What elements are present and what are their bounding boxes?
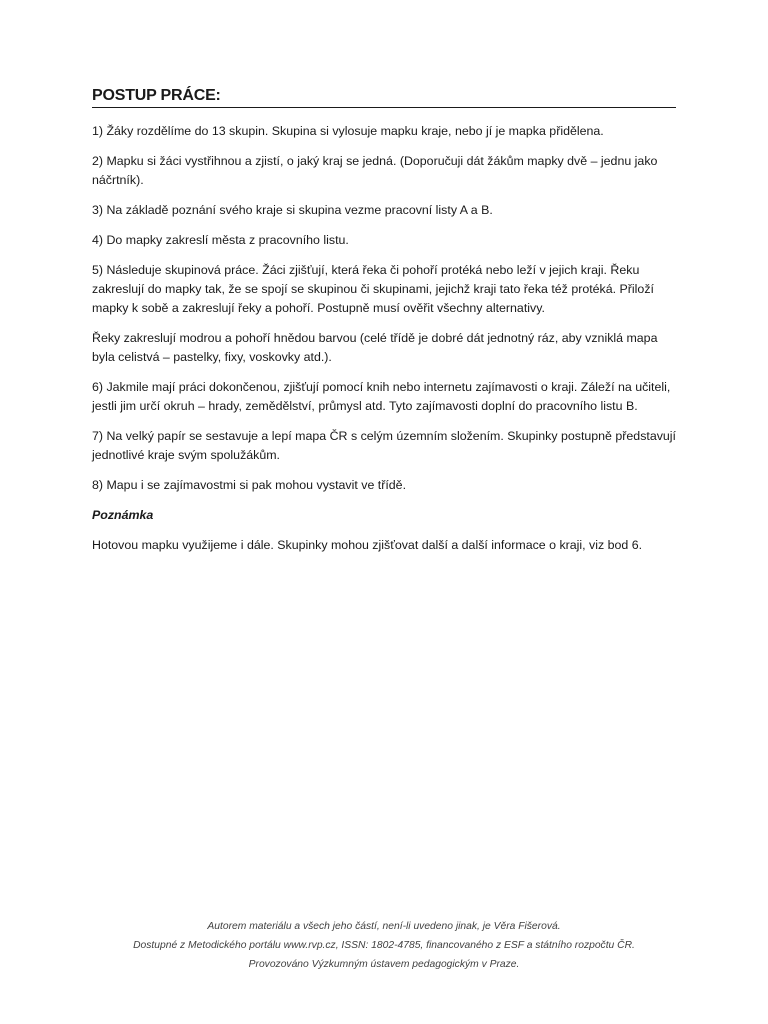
document-body <box>92 122 682 566</box>
footer-author-line: Autorem materiálu a všech jeho částí, není-li uvedeno jinak, je Věra Fišerová. <box>207 921 561 932</box>
page-title: POSTUP PRÁCE: <box>92 86 676 108</box>
paragraph-step-1: 1) Žáky rozdělíme do 13 skupin. Skupina si vylosuje mapku kraje, nebo jí je mapka přidělena. <box>92 124 604 138</box>
footer-source-line: Dostupné z Metodického portálu www.rvp.cz, ISSN: 1802-4785, financovaného z ESF a státního rozpočtu ČR. <box>133 940 635 951</box>
paragraph-step-7: 7) Na velký papír se sestavuje a lepí mapa ČR s celým územním složením. Skupinky postupně představují jednotlivé kraje svým spolužákům. <box>92 429 676 462</box>
paragraph-step-8: 8) Mapu i se zajímavostmi si pak mohou vystavit ve třídě. <box>92 478 407 492</box>
footer-operator-line: Provozováno Výzkumným ústavem pedagogickým v Praze. <box>248 959 520 970</box>
paragraph-step-5: 5) Následuje skupinová práce. Žáci zjišťují, která řeka či pohoří protéká nebo leží v jejich kraji. Řeku zakreslují do mapky tak, že se spojí se skupinou či skupinami, jejichž kraji tato řeka též protéká. Přiloží mapky k sobě a zakreslují řeky a pohoří. Postupně musí ověřit všechny alternativy. <box>92 263 654 315</box>
page-footer <box>0 917 768 974</box>
paragraph-step-4: 4) Do mapky zakreslí města z pracovního listu. <box>92 233 349 247</box>
paragraph-step-3: 3) Na základě poznání svého kraje si skupina vezme pracovní listy A a B. <box>92 203 493 217</box>
paragraph-step-2: 2) Mapku si žáci vystřihnou a zjistí, o jaký kraj se jedná. (Doporučuji dát žákům mapky dvě – jednu jako náčrtník). <box>92 154 658 187</box>
paragraph-step-6: 6) Jakmile mají práci dokončenou, zjišťují pomocí knih nebo internetu zajímavosti o kraji. Záleží na učiteli, jestli jim určí okruh – hrady, zemědělství, průmysl atd. Tyto zajímavosti doplní do pracovního listu B. <box>92 380 671 413</box>
paragraph-step-5-colors: Řeky zakreslují modrou a pohoří hnědou barvou (celé třídě je dobré dát jednotný ráz, aby vzniklá mapa byla celistvá – pastelky, fixy, voskovky atd.). <box>92 331 658 364</box>
note-text: Hotovou mapku využijeme i dále. Skupinky mohou zjišťovat další a další informace o kraji, viz bod 6. <box>92 538 643 552</box>
note-title: Poznámka <box>92 508 154 522</box>
